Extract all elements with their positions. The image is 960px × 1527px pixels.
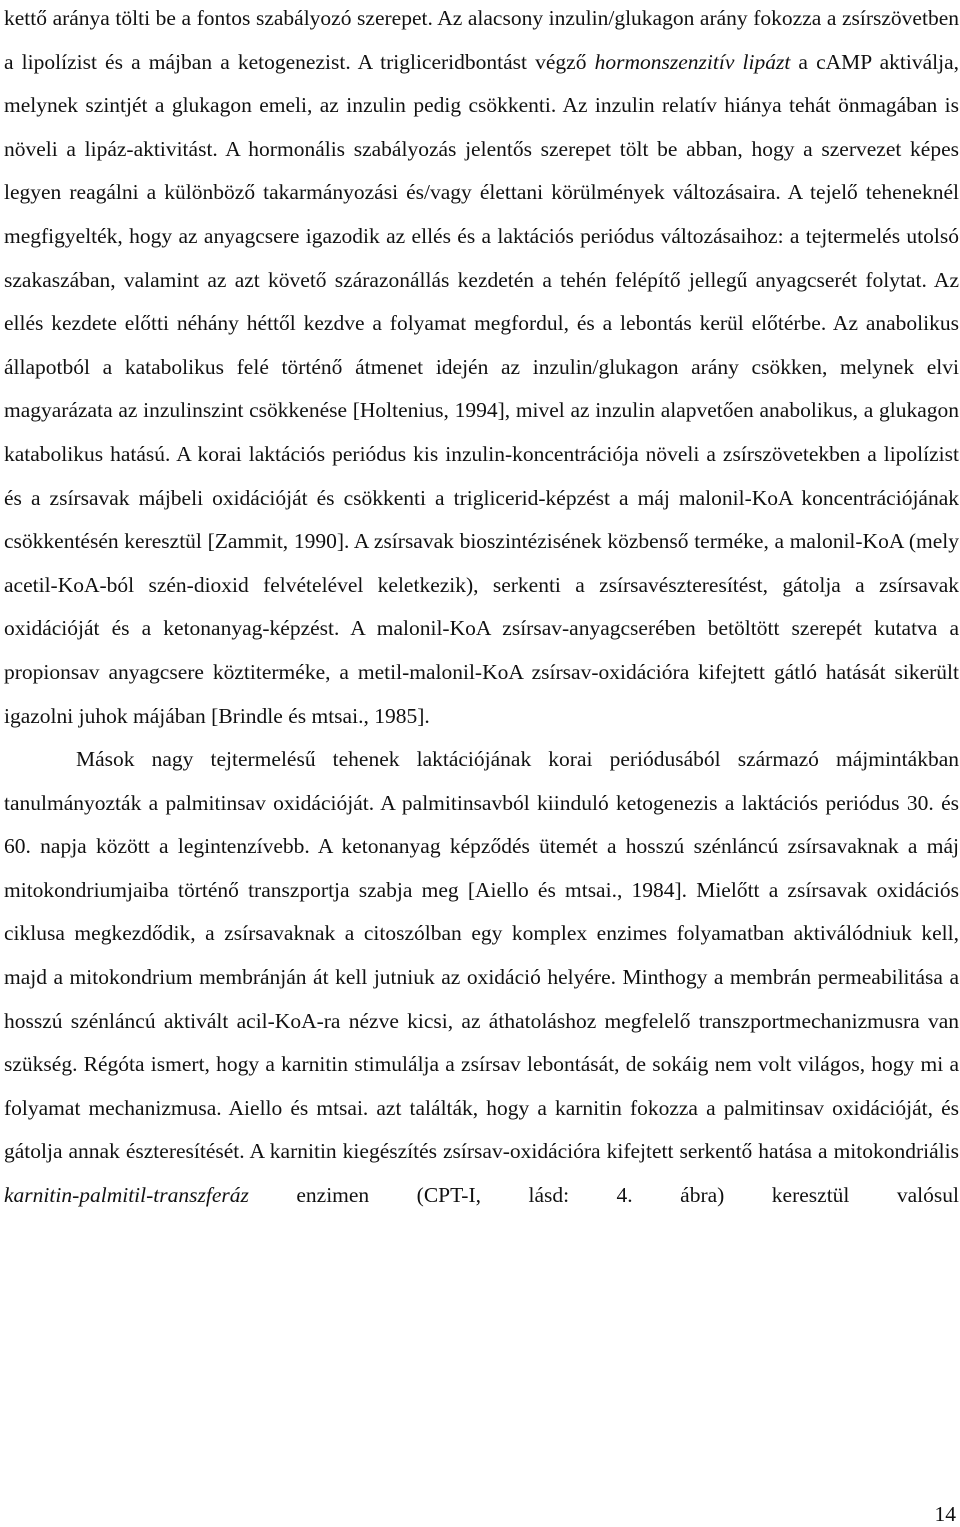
text-segment: enzimen (CPT-I, lásd: 4. ábra) keresztül valósul <box>248 1183 959 1208</box>
body-text <box>4 0 959 1261</box>
paragraph-1 <box>4 0 959 738</box>
text-segment: Mások nagy tejtermelésű tehenek laktációjának korai periódusából származó májmintákban tanulmányozták a palmitinsav oxidációját. A palmitinsavból kiinduló ketogenezis a laktációs periódus 30. és 60. napja között a legintenzívebb. A ketonanyag képződés ütemét a hosszú szénláncú zsírsavaknak a máj mitokondriumjaiba történő transzportja szabja meg [Aiello és mtsai., 1984]. Mielőtt a zsírsavak oxidációs ciklusa megkezdődik, a zsírsavaknak a citoszólban egy komplex enzimes folyamatban aktiválódniuk kell, majd a mitokondrium membránján át kell jutniuk az oxidáció helyére. Minthogy a membrán permeabilitása a hosszú szénláncú aktivált acil-KoA-ra nézve kicsi, az áthatoláshoz megfelelő transzportmechanizmusra van szükség. Régóta ismert, hogy a karnitin stimulálja a zsírsav lebontását, de sokáig nem volt világos, hogy mi a folyamat mechanizmusa. Aiello és mtsai. azt találták, hogy a karnitin fokozza a palmitinsav oxidációját, és gátolja annak észteresítését. A karnitin kiegészítés zsírsav-oxidációra kifejtett serkentő hatása a mitokondriális <box>4 747 959 1164</box>
text-segment: kettő aránya tölti be a fontos szabályozó szerepet. Az alacsony inzulin/glukagon arány fokozza a zsírszövetben a lipolízist és a májban a ketogenezist. A trigliceridbontást végző <box>4 6 959 74</box>
italic-term-hormonszenzitiv-lipaz: hormonszenzitív lipázt <box>594 49 791 74</box>
text-segment: a cAMP aktiválja, melynek szintjét a glukagon emeli, az inzulin pedig csökkenti. Az inzulin relatív hiánya tehát önmagában is növeli a lipáz-aktivitást. A hormonális szabályozás jelentős szerepet tölt be abban, hogy a szervezet képes legyen reagálni a különböző takarmányozási és/vagy élettani körülmények változásaira. A tejelő teheneknél megfigyelték, hogy az anyagcsere igazodik az ellés és a laktációs periódus változásaihoz: a tejtermelés utolsó szakaszában, valamint az azt követő szárazonállás kezdetén a tehén felépítő jellegű anyagcserét folytat. Az ellés kezdete előtti néhány héttől kezdve a folyamat megfordul, és a lebontás kerül előtérbe. Az anabolikus állapotból a katabolikus felé történő átmenet idején az inzulin/glukagon arány csökken, melynek elvi magyarázata az inzulinszint csökkenése [Holtenius, 1994], mivel az inzulin alapvetően anabolikus, a glukagon katabolikus hatású. A korai laktációs periódus kis inzulin-koncentrációja növeli a zsírszövetekben a lipolízist és a zsírsavak májbeli oxidációját és csökkenti a triglicerid-képzést a máj malonil-KoA koncentrációjának csökkentésén keresztül [Zammit, 1990]. A zsírsavak bioszintézisének közbenső terméke, a malonil-KoA (mely acetil-KoA-ból szén-dioxid felvételével keletkezik), serkenti a zsírsavészteresítést, gátolja a zsírsavak oxidációját és a ketonanyag-képzést. A malonil-KoA zsírsav-anyagcserében betöltött szerepét kutatva a propionsav anyagcsere köztiterméke, a metil-malonil-KoA zsírsav-oxidációra kifejtett gátló hatását sikerült igazolni juhok májában [Brindle és mtsai., 1985]. <box>4 49 959 728</box>
page-number: 14 <box>934 1502 956 1526</box>
italic-term-cpt: karnitin-palmitil-transzferáz <box>4 1183 249 1208</box>
paragraph-2 <box>4 738 959 1261</box>
